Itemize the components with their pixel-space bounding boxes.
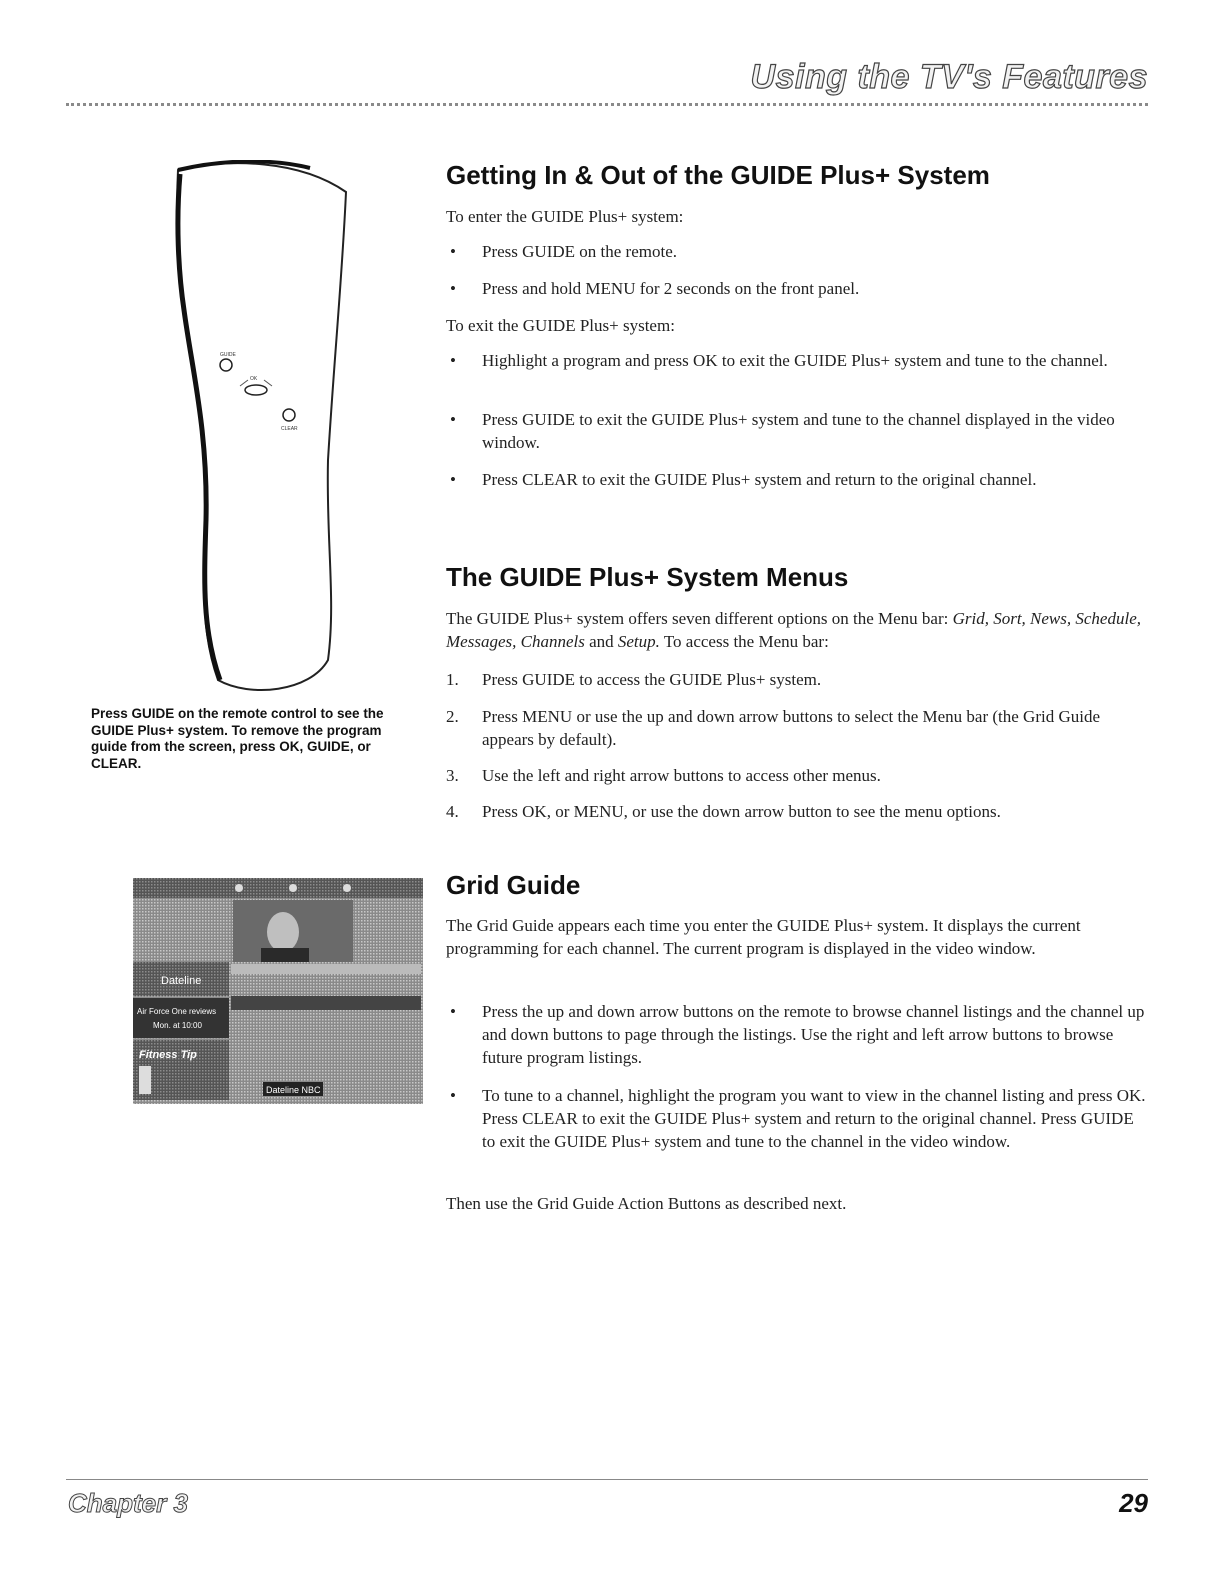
clear-button — [283, 409, 295, 421]
bullet-icon — [450, 349, 456, 372]
bullet-icon — [450, 408, 456, 431]
promo-dateline: Dateline — [161, 975, 202, 987]
exit-intro: To exit the GUIDE Plus+ system: — [446, 316, 675, 335]
list-item: 1. Press GUIDE to access the GUIDE Plus+ system. — [446, 670, 822, 689]
footer-divider — [66, 1479, 1148, 1480]
channel-listings — [231, 1012, 421, 1100]
remote-ok-label: OK — [250, 376, 258, 382]
remote-guide-label: GUIDE — [220, 352, 236, 358]
grid-guide-closing: Then use the Grid Guide Action Buttons as described next. — [446, 1194, 847, 1213]
footer-chapter: Chapter 3 — [68, 1488, 188, 1518]
menu-setup: Setup. — [617, 632, 660, 651]
list-item: 2. Press MENU or use the up and down arrow buttons to select the Menu bar (the Grid Guide appears by default). — [446, 707, 1101, 749]
menu-bar — [133, 878, 423, 898]
bullet-icon — [450, 468, 456, 491]
promo-fitness: Fitness Tip — [139, 1049, 197, 1061]
grid-guide-image — [133, 878, 423, 1104]
list-item: 3. Use the left and right arrow buttons to access other menus. — [446, 766, 881, 785]
listing-dateline-nbc: Dateline NBC — [266, 1085, 321, 1095]
remote-caption: Press GUIDE on the remote control to see the GUIDE Plus+ system. To remove the program guide from the screen, press OK, GUIDE, or CLEAR. — [91, 706, 384, 771]
grid-guide-intro: The Grid Guide appears each time you enter the GUIDE Plus+ system. It displays the current programming for each channel. The current program is displayed in the video window. — [446, 916, 1081, 958]
list-item: • Press the up and down arrow buttons on the remote to browse channel listings and the channel up and down buttons to page through the listings. Use the right and left arrow buttons to browse future program listings. — [446, 1000, 1151, 1069]
list-item: 4. Press OK, or MENU, or use the down arrow button to see the menu options. — [446, 802, 1001, 821]
list-item: • To tune to a channel, highlight the program you want to view in the channel listing and press OK. Press CLEAR to exit the GUIDE Plus+ system and return to the original channel. Press GUIDE to exit the GUIDE Plus+ system and tune to the channel in the video window. — [446, 1084, 1151, 1153]
header-divider — [66, 103, 1148, 106]
list-item: • Press GUIDE on the remote. — [446, 240, 1151, 263]
page-number: 29 — [1119, 1488, 1148, 1518]
section-heading-menus: The GUIDE Plus+ System Menus — [446, 562, 849, 592]
promo-line2: Mon. at 10:00 — [153, 1021, 202, 1030]
list-item: • Highlight a program and press OK to exit the GUIDE Plus+ system and tune to the channel. — [446, 349, 1151, 372]
page-header-title: Using the TV's Features — [750, 58, 1148, 96]
bullet-icon — [450, 277, 456, 300]
guide-info-bar — [231, 964, 421, 974]
promo-panel-2 — [133, 998, 229, 1038]
bullet-icon — [450, 1000, 456, 1023]
remote-control-illustration — [160, 160, 360, 700]
menu-names: Grid, Sort, News, Schedule, Messages, Channels — [446, 609, 1141, 651]
bullet-icon — [450, 1084, 456, 1107]
list-item: • Press GUIDE to exit the GUIDE Plus+ system and tune to the channel displayed in the video window. — [446, 408, 1151, 454]
guide-time-bar — [231, 996, 421, 1010]
list-item: • Press CLEAR to exit the GUIDE Plus+ system and return to the original channel. — [446, 468, 1151, 491]
menus-intro: The GUIDE Plus+ system offers seven different options on the Menu bar: Grid, Sort, News, Schedule, Messages, Channels and Setup. To access the Menu bar: — [446, 609, 1141, 651]
list-item: • Press and hold MENU for 2 seconds on the front panel. — [446, 277, 1151, 300]
ok-button — [245, 385, 267, 395]
bullet-icon — [450, 240, 456, 263]
section-heading-grid-guide: Grid Guide — [446, 870, 581, 900]
enter-intro: To enter the GUIDE Plus+ system: — [446, 207, 684, 226]
section-heading-getting-in-out: Getting In & Out of the GUIDE Plus+ System — [446, 160, 990, 190]
promo-line1: Air Force One reviews — [137, 1007, 217, 1016]
guide-button — [220, 359, 232, 371]
grid-guide-screenshot — [133, 878, 423, 1104]
remote-clear-label: CLEAR — [281, 426, 298, 432]
